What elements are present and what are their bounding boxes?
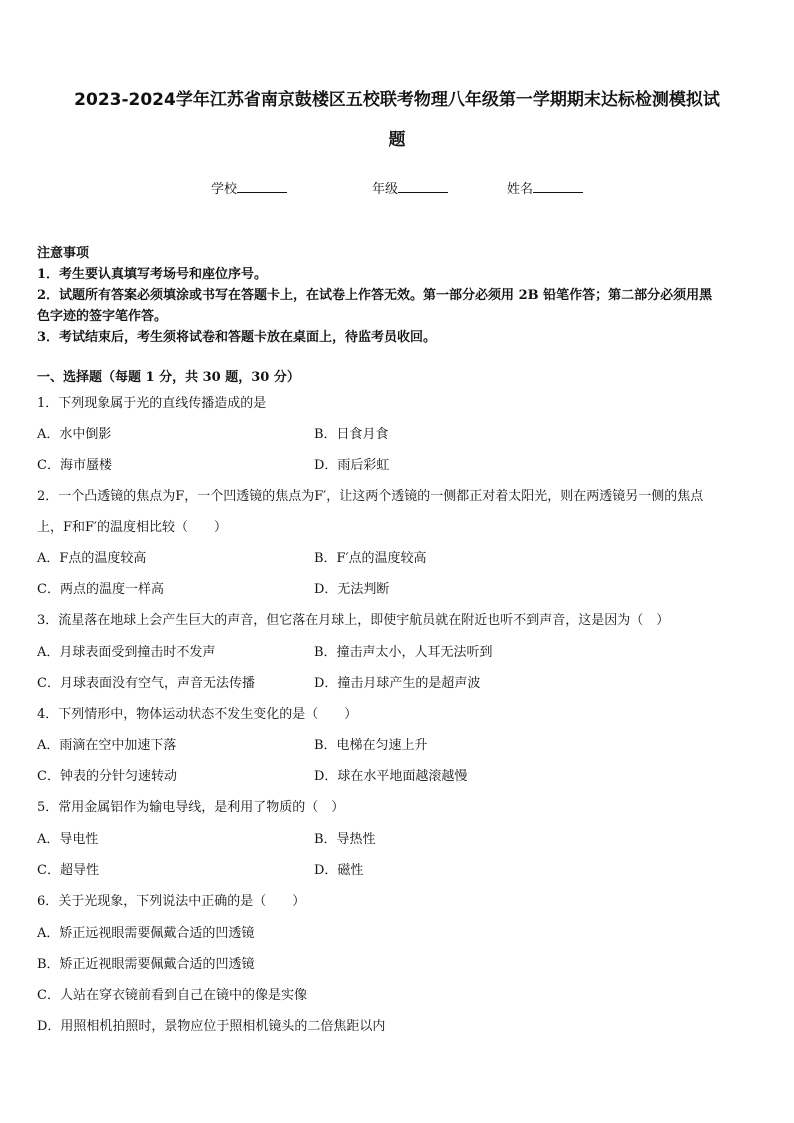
option-b: B．F′点的温度较高 <box>314 551 427 566</box>
option-a: A．月球表面受到撞击时不发声 <box>37 645 216 660</box>
notes-heading: 注意事项 <box>37 246 90 261</box>
page-title-line2: 题 <box>388 130 406 150</box>
option-b: B．日食月食 <box>314 427 389 442</box>
option-d: D．雨后彩虹 <box>314 458 390 473</box>
option-a: A．导电性 <box>37 832 99 847</box>
note-item: 3．考试结束后，考生须将试卷和答题卡放在桌面上，待监考员收回。 <box>37 330 437 345</box>
option-a: A．矫正远视眼需要佩戴合适的凹透镜 <box>37 926 255 941</box>
grade-label: 年级 <box>372 182 399 197</box>
option-c: C．两点的温度一样高 <box>37 582 164 597</box>
school-field <box>211 180 287 199</box>
section-heading: 一、选择题（每题 1 分，共 30 题，30 分） <box>37 370 300 385</box>
option-c: C．钟表的分针匀速转动 <box>37 769 177 784</box>
option-a: A．水中倒影 <box>37 427 112 442</box>
question-stem: 3．流星落在地球上会产生巨大的声音，但它落在月球上，即使宇航员就在附近也听不到声音，这是因为（ ） <box>37 613 670 628</box>
note-item: 2．试题所有答案必须填涂或书写在答题卡上，在试卷上作答无效。第一部分必须用 2B 铅笔作答；第二部分必须用黑 <box>37 288 713 303</box>
option-b: B．导热性 <box>314 832 376 847</box>
option-c: C．海市蜃楼 <box>37 458 112 473</box>
option-b: B．撞击声太小，人耳无法听到 <box>314 645 493 660</box>
name-label: 姓名 <box>507 182 534 197</box>
school-label: 学校 <box>211 182 238 197</box>
name-field <box>507 180 583 199</box>
page-title-line1: 2023-2024学年江苏省南京鼓楼区五校联考物理八年级第一学期期末达标检测模拟试 <box>74 90 720 110</box>
option-c: C．人站在穿衣镜前看到自己在镜中的像是实像 <box>37 988 307 1003</box>
grade-blank <box>398 180 448 193</box>
school-blank <box>237 180 287 193</box>
option-d: D．用照相机拍照时，景物应位于照相机镜头的二倍焦距以内 <box>37 1019 386 1034</box>
option-d: D．撞击月球产生的是超声波 <box>314 676 481 691</box>
question-stem: 5．常用金属铝作为输电导线，是利用了物质的（ ） <box>37 800 345 815</box>
option-a: A．F点的温度较高 <box>37 551 147 566</box>
question-stem: 4．下列情形中，物体运动状态不发生变化的是（ ） <box>37 707 358 722</box>
option-d: D．球在水平地面越滚越慢 <box>314 769 468 784</box>
option-b: B．电梯在匀速上升 <box>314 738 428 753</box>
option-c: C．月球表面没有空气，声音无法传播 <box>37 676 255 691</box>
option-c: C．超导性 <box>37 863 99 878</box>
option-b: B．矫正近视眼需要佩戴合适的凹透镜 <box>37 957 255 972</box>
question-stem: 1．下列现象属于光的直线传播造成的是 <box>37 396 267 411</box>
name-blank <box>533 180 583 193</box>
question-stem-continued: 上，F和F′的温度相比较（ ） <box>37 520 227 535</box>
option-d: D．无法判断 <box>314 582 390 597</box>
grade-field <box>372 180 448 199</box>
question-stem: 2．一个凸透镜的焦点为F，一个凹透镜的焦点为F′，让这两个透镜的一侧都正对着太阳光，则在两透镜另一侧的焦点 <box>37 489 704 504</box>
note-item: 1．考生要认真填写考场号和座位序号。 <box>37 267 268 282</box>
option-d: D．磁性 <box>314 863 364 878</box>
note-item: 色字迹的签字笔作答。 <box>37 309 168 324</box>
option-a: A．雨滴在空中加速下落 <box>37 738 177 753</box>
question-stem: 6．关于光现象，下列说法中正确的是（ ） <box>37 894 306 909</box>
